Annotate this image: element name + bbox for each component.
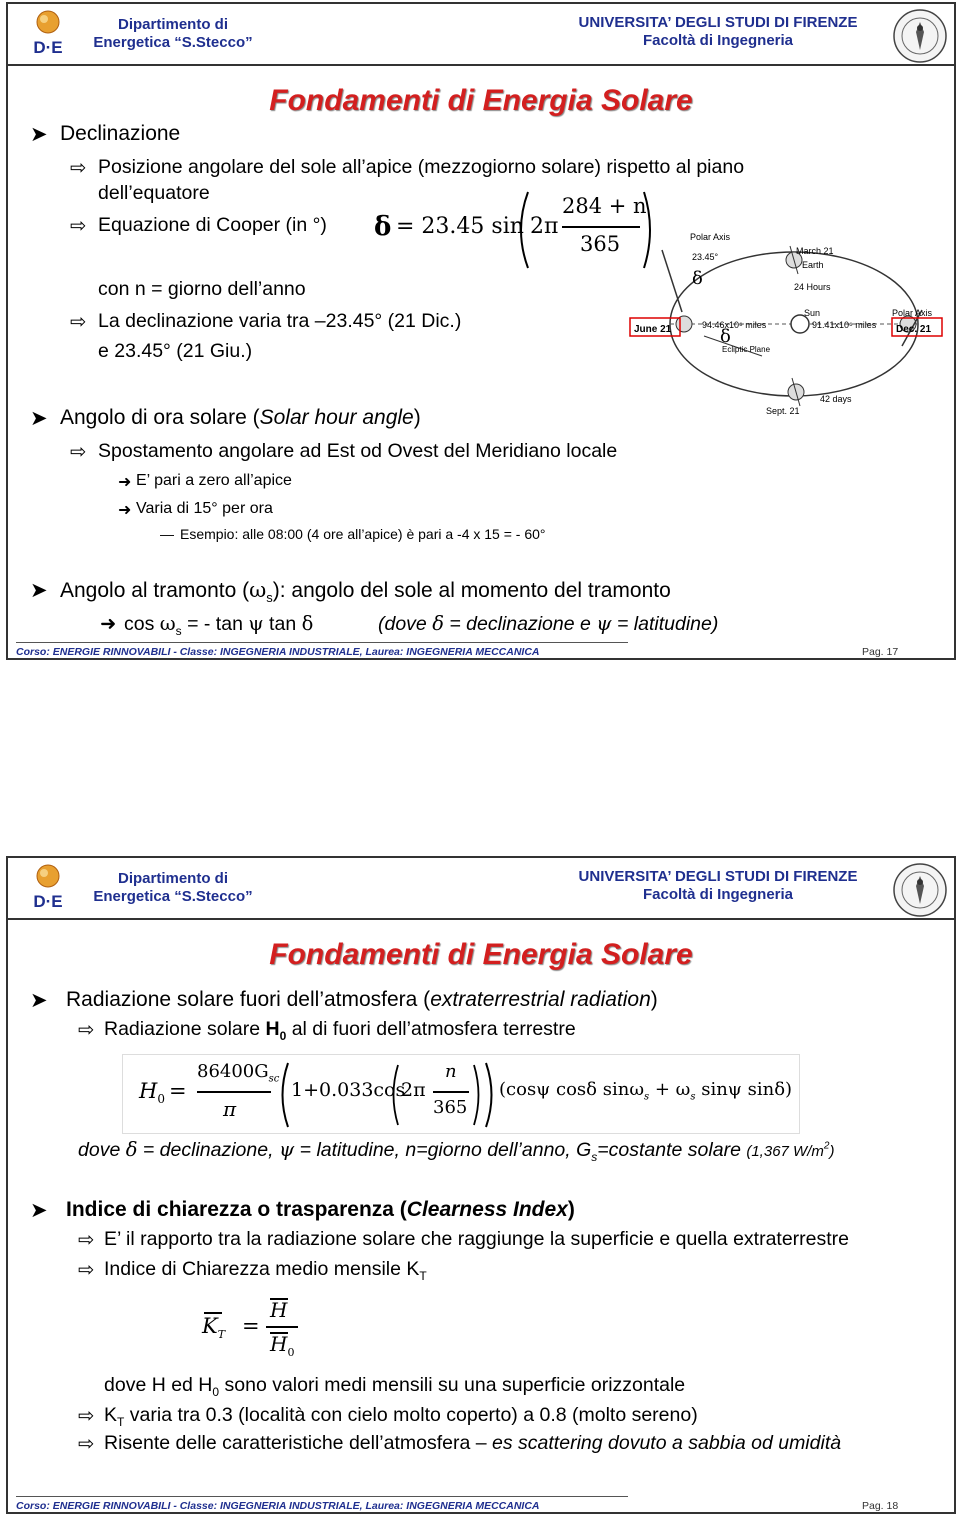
kt-h0 — [270, 1332, 294, 1359]
h0-lhs-h: H — [139, 1079, 158, 1103]
label-dist-left: 94.46x10⁶ miles — [702, 320, 767, 330]
h0-part1: 1+0.033cos — [291, 1079, 406, 1101]
university-name — [538, 868, 898, 904]
text-con-n: con n = giorno dell’anno — [98, 278, 306, 300]
slide-title: Fondamenti di Energia Solare — [269, 84, 693, 117]
faculty-line: Facoltà di Ingegneria — [642, 886, 794, 903]
chevron-bullet-icon: ➤ — [30, 989, 48, 1012]
h0-365: 365 — [433, 1097, 468, 1118]
omega-symbol: ω — [159, 612, 176, 635]
label-delta-1: δ — [692, 268, 703, 289]
risente-a: Risente delle caratteristiche dell’atmosfera – — [104, 1432, 493, 1454]
h0-part4: sinψ sinδ) — [695, 1079, 793, 1100]
university-name — [538, 14, 898, 50]
orbit-drawing — [622, 226, 948, 418]
cos-text: cos — [124, 613, 160, 635]
formula-delta: δ — [374, 212, 392, 242]
heading-tramonto — [60, 578, 671, 605]
seal-icon — [892, 8, 948, 64]
text-varia15: Varia di 15° per ora — [136, 500, 273, 517]
note-text-c: = latitudine) — [611, 613, 719, 635]
risente-b: es scattering dovuto a sabbia od umidità — [492, 1432, 842, 1454]
dove-e: (1,367 W/m — [746, 1143, 824, 1160]
label-earth: Earth — [802, 260, 824, 270]
small-arrow-icon: ➜ — [118, 474, 132, 491]
earth-orbit-diagram — [622, 226, 948, 418]
h0-2pi: 2π — [401, 1079, 426, 1101]
h0-rest — [499, 1079, 792, 1103]
h0-den: π — [223, 1097, 237, 1121]
university-line1: UNIVERSITA’ DEGLI STUDI DI FIRENZE — [578, 868, 858, 885]
label-days: 42 days — [820, 394, 852, 404]
dove-a: dove — [78, 1139, 126, 1161]
dove2-sub: 0 — [212, 1384, 220, 1399]
label-polar-axis-right: Polar Axis — [892, 308, 933, 318]
rad-text-b: extraterrestrial radiation — [430, 988, 651, 1011]
chevron-bullet-icon: ➤ — [30, 579, 48, 602]
cooper-formula — [364, 184, 654, 274]
faculty-line: Facoltà di Ingegneria — [642, 32, 794, 49]
department-line1: Dipartimento di — [117, 870, 228, 887]
header-rule — [8, 918, 954, 920]
omega-symbol: ω — [249, 578, 267, 602]
formula-den: 365 — [580, 232, 621, 256]
fraction-bar — [433, 1091, 469, 1093]
text-spostamento: Spostamento angolare ad Est od Ovest del Meridiano locale — [98, 440, 618, 462]
cos-text-b: = - tan — [181, 613, 249, 635]
h0-sub-s2: s — [690, 1091, 696, 1103]
text-varia-1: La declinazione varia tra –23.45° (21 Dic.) — [98, 310, 462, 332]
g-subscript: s — [591, 1149, 598, 1164]
kt-h0-text: H — [270, 1332, 288, 1356]
kt-k-text: K — [202, 1314, 218, 1338]
formula-num: 284 + n — [562, 194, 647, 218]
kt-var-b: varia tra 0.3 (località con cielo molto coperto) a 0.8 (molto sereno) — [124, 1404, 698, 1426]
text-cooper: Equazione di Cooper (in °) — [98, 214, 327, 236]
delta-symbol: δ — [432, 612, 444, 635]
kt-k — [202, 1314, 225, 1341]
page-number: Pag. 18 — [862, 1500, 899, 1512]
label-june: June 21 — [634, 324, 672, 335]
arrow-bullet-icon: ⇨ — [78, 1259, 95, 1281]
right-paren — [483, 1061, 499, 1129]
label-polar-axis: Polar Axis — [690, 232, 731, 242]
chevron-bullet-icon: ➤ — [30, 407, 48, 430]
label-delta-2: δ — [720, 326, 731, 347]
footer-course: Corso: ENERGIE RINNOVABILI - Classe: INGEGNERIA INDUSTRIALE, Laurea: INGEGNERIA MECCANICA — [16, 646, 540, 658]
left-paren — [275, 1061, 291, 1129]
university-seal — [892, 8, 948, 64]
university-seal — [892, 862, 948, 918]
label-hours: 24 Hours — [794, 282, 831, 292]
arrow-bullet-icon: ⇨ — [78, 1019, 95, 1041]
h0-lhs — [139, 1079, 165, 1106]
h0-eq: = — [169, 1079, 187, 1103]
h0-part2: (cosψ cosδ sinω — [499, 1079, 644, 1100]
kt-formula — [198, 1294, 308, 1364]
dept-logo — [22, 862, 74, 910]
department-name — [78, 16, 268, 52]
header-rule — [8, 64, 954, 66]
dove-sup: 2 — [823, 1140, 830, 1152]
kt-h: H — [270, 1298, 288, 1322]
h0-formula — [122, 1054, 800, 1134]
arrow-bullet-icon: ⇨ — [70, 311, 87, 333]
department-line2: Energetica “S.Stecco” — [93, 34, 253, 51]
text-medio — [104, 1258, 427, 1283]
dept-logo-graphic — [22, 8, 74, 56]
text-risente — [104, 1432, 841, 1455]
formula-eq: = 23.45 sin — [396, 214, 524, 239]
dept-logo — [22, 8, 74, 56]
university-line1: UNIVERSITA’ DEGLI STUDI DI FIRENZE — [578, 14, 858, 31]
omega-subscript: s — [266, 590, 273, 606]
dove-d: =costante solare — [597, 1139, 747, 1161]
delta-symbol: δ — [125, 1138, 138, 1161]
hour-angle-text-b: Solar hour angle — [259, 406, 414, 429]
slide-18 — [6, 856, 956, 1514]
hour-angle-text-c: ) — [413, 406, 421, 429]
kt-var-sub: T — [117, 1414, 125, 1429]
department-line2: Energetica “S.Stecco” — [93, 888, 253, 905]
rad-text-a: Radiazione solare fuori dell’atmosfera ( — [66, 988, 431, 1011]
note-text-b: = declinazione e — [443, 613, 597, 635]
text-dove-definitions — [78, 1138, 834, 1164]
inner-left-paren — [387, 1063, 401, 1127]
text-kt-varia — [104, 1404, 698, 1429]
arrow-bullet-icon: ⇨ — [70, 441, 87, 463]
delta-symbol: δ — [301, 612, 314, 635]
label-sun: Sun — [804, 308, 821, 318]
cos-text-c: tan — [263, 613, 302, 635]
hour-angle-text-a: Angolo di ora solare ( — [60, 406, 260, 429]
kt-h0-sub: 0 — [287, 1346, 295, 1359]
arrow-bullet-icon: ⇨ — [78, 1433, 95, 1455]
seal-icon — [892, 862, 948, 918]
kt-var-a: K — [104, 1404, 118, 1426]
omega-subscript: s — [175, 623, 182, 638]
dept-logo-graphic — [22, 862, 74, 910]
h0-num-text: 86400G — [197, 1061, 269, 1082]
arrow-bullet-icon: ➜ — [100, 613, 117, 635]
arrow-bullet-icon: ⇨ — [70, 215, 87, 237]
label-ecliptic: Ecliptic Plane — [722, 345, 771, 354]
slide-17 — [6, 2, 956, 660]
footer-rule — [16, 1496, 628, 1497]
h0-lhs-sub: 0 — [157, 1092, 165, 1107]
department-name — [78, 870, 268, 906]
label-deg: 23.45° — [692, 252, 719, 262]
footer-course: Corso: ENERGIE RINNOVABILI - Classe: INGEGNERIA INDUSTRIALE, Laurea: INGEGNERIA MECCANICA — [16, 1500, 540, 1512]
text-radiazione-h0 — [104, 1018, 576, 1043]
text-dove-h — [104, 1374, 685, 1399]
logo-text: D·E — [33, 892, 63, 910]
dove2-b: sono valori medi mensili su una superficie orizzontale — [219, 1374, 686, 1396]
small-arrow-icon: ➜ — [118, 502, 132, 519]
arrow-bullet-icon: ⇨ — [70, 157, 87, 179]
rad-text-c: ) — [650, 988, 658, 1011]
note-text-a: (dove — [378, 613, 433, 635]
logo-text: D·E — [33, 38, 63, 56]
text-pari: E’ pari a zero all’apice — [136, 472, 292, 489]
clear-text-a: Indice di chiarezza o trasparenza ( — [66, 1198, 407, 1221]
psi-symbol: ψ — [278, 1138, 295, 1161]
chevron-bullet-icon: ➤ — [30, 1199, 48, 1222]
arrow-bullet-icon: ⇨ — [78, 1229, 95, 1251]
page-number: Pag. 17 — [862, 646, 899, 658]
bullet-declinazione — [30, 122, 48, 147]
h0-n: n — [445, 1061, 457, 1082]
text-varia-2: e 23.45° (21 Giu.) — [98, 340, 253, 362]
psi-symbol: ψ — [596, 612, 612, 635]
fraction-bar — [197, 1091, 271, 1093]
formula-note — [378, 612, 718, 636]
dove-c: = latitudine, n=giorno dell’anno, G — [294, 1139, 592, 1161]
label-dec: Dec. 21 — [896, 324, 932, 335]
heading-hour-angle — [60, 406, 421, 430]
fraction-bar — [266, 1326, 298, 1328]
heading-radiazione — [66, 988, 658, 1012]
text-posizione-1: Posizione angolare del sole all’apice (mezzogiorno solare) rispetto al piano — [98, 156, 745, 178]
clear-text-c: ) — [567, 1198, 575, 1221]
label-sept: Sept. 21 — [766, 406, 800, 416]
tramonto-text-b: ): angolo del sole al momento del tramonto — [272, 579, 671, 602]
h0-num-sub: sc — [268, 1073, 280, 1085]
dash-bullet: — — [160, 526, 174, 542]
medio-a: Indice di Chiarezza medio mensile K — [104, 1258, 420, 1280]
dove2-a: dove H ed H — [104, 1374, 213, 1396]
label-march: March 21 — [796, 246, 834, 256]
footer-rule — [16, 642, 628, 643]
text-rapporto: E’ il rapporto tra la radiazione solare che raggiunge la superficie e quella extraterrestre — [104, 1228, 850, 1250]
medio-sub: T — [419, 1268, 427, 1283]
rad-sub-text-a: Radiazione solare — [104, 1018, 266, 1040]
h-subscript: 0 — [279, 1028, 287, 1043]
department-line1: Dipartimento di — [117, 16, 228, 33]
h-symbol: H — [265, 1018, 280, 1040]
slide-title: Fondamenti di Energia Solare — [269, 938, 693, 971]
psi-symbol: ψ — [248, 612, 264, 635]
rad-sub-text-b: al di fuori dell’atmosfera terrestre — [286, 1018, 576, 1040]
heading-clearness — [66, 1198, 575, 1222]
heading-declinazione: Declinazione — [60, 122, 181, 145]
label-dist-right: 91.41x10⁶ miles — [812, 320, 877, 330]
arrow-bullet-icon: ⇨ — [78, 1405, 95, 1427]
dove-b: = declinazione, — [137, 1139, 279, 1161]
h0-num — [197, 1061, 279, 1085]
formula-2pi: 2π — [530, 214, 559, 239]
left-paren — [512, 190, 532, 270]
text-esempio: Esempio: alle 08:00 (4 ore all’apice) è pari a -4 x 15 = - 60° — [180, 526, 546, 542]
clear-text-b: Clearness Index — [406, 1198, 568, 1221]
kt-eq: = — [242, 1314, 260, 1338]
h0-part3: + ω — [649, 1079, 691, 1100]
chevron-bullet-icon: ➤ — [30, 123, 48, 146]
tramonto-text-a: Angolo al tramonto ( — [60, 579, 250, 602]
dove-f: ) — [829, 1143, 835, 1160]
h0-sub-s1: s — [644, 1091, 650, 1103]
text-posizione-2: dell’equatore — [98, 182, 210, 204]
kt-k-sub: T — [217, 1328, 226, 1342]
formula-cos — [124, 612, 313, 638]
